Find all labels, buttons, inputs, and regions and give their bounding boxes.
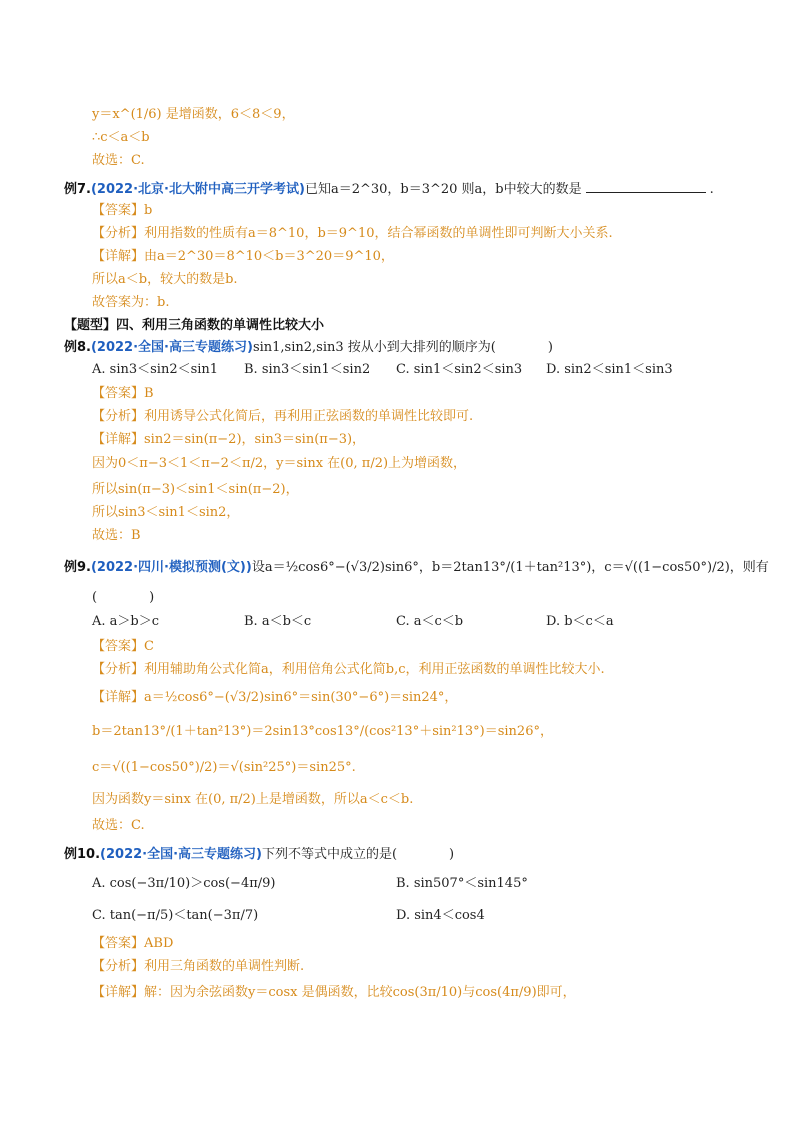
option-a: A. cos(−3π/10)＞cos(−4π/9) bbox=[92, 876, 276, 891]
analysis-line: 【分析】利用指数的性质有a＝8^10，b＝9^10，结合幂函数的单调性即可判断大小关系. bbox=[92, 226, 613, 241]
example-10-question bbox=[64, 847, 454, 863]
option-d: D. sin4＜cos4 bbox=[396, 908, 485, 923]
example-source: (2022·四川·模拟预测(文)) bbox=[90, 560, 252, 575]
answer-line: 【答案】B bbox=[92, 386, 154, 401]
detail-line: 【详解】由a＝2^30＝8^10＜b＝3^20＝9^10， bbox=[92, 249, 394, 264]
option-b: B. sin3＜sin1＜sin2 bbox=[244, 362, 371, 377]
solution-line: b＝2tan13°/(1＋tan²13°)＝2sin13°cos13°/(cos²13°＋sin²13°)＝sin26°， bbox=[92, 724, 553, 739]
solution-line: 因为0＜π−3＜1＜π−2＜π/2，y＝sinx 在(0, π/2)上为增函数， bbox=[92, 456, 467, 471]
answer-line: 【答案】b bbox=[92, 203, 153, 218]
option-c: C. tan(−π/5)＜tan(−3π/7) bbox=[92, 908, 259, 923]
question-text: 下列不等式中成立的是( ) bbox=[261, 847, 455, 862]
detail-line: 【详解】解：因为余弦函数y＝cosx 是偶函数，比较cos(3π/10)与cos(4π/9)即可， bbox=[92, 985, 576, 1000]
solution-line: 所以sin(π−3)＜sin1＜sin(π−2)， bbox=[92, 482, 299, 497]
option-c: C. sin1＜sin2＜sin3 bbox=[396, 362, 523, 377]
option-a: A. a＞b＞c bbox=[92, 614, 160, 629]
example-9-question bbox=[64, 560, 769, 576]
solution-line: 所以a＜b，较大的数是b. bbox=[92, 272, 238, 287]
option-d: D. b＜c＜a bbox=[546, 614, 614, 629]
solution-line: 故答案为：b. bbox=[92, 295, 170, 310]
question-text: 已知a＝2^30，b＝3^20 则a，b中较大的数是 bbox=[304, 182, 582, 197]
example-source: (2022·全国·高三专题练习) bbox=[90, 340, 253, 355]
analysis-line: 【分析】利用三角函数的单调性判断. bbox=[92, 959, 305, 974]
example-8-question bbox=[64, 340, 553, 356]
option-d: D. sin2＜sin1＜sin3 bbox=[546, 362, 673, 377]
option-c: C. a＜c＜b bbox=[396, 614, 464, 629]
example-source: (2022·北京·北大附中高三开学考试) bbox=[90, 182, 305, 197]
example-label: 例9. bbox=[64, 560, 91, 575]
example-label: 例10. bbox=[64, 847, 101, 862]
solution-line: 因为函数y＝sinx 在(0, π/2)上是增函数，所以a＜c＜b. bbox=[92, 792, 414, 807]
answer-blank bbox=[586, 180, 706, 193]
option-b: B. a＜b＜c bbox=[244, 614, 312, 629]
section-heading: 【题型】四、利用三角函数的单调性比较大小 bbox=[64, 318, 325, 333]
analysis-line: 【分析】利用辅助角公式化简a，利用倍角公式化简b,c，利用正弦函数的单调性比较大小. bbox=[92, 662, 605, 677]
answer-line: 【答案】C bbox=[92, 639, 154, 654]
example-label: 例8. bbox=[64, 340, 91, 355]
solution-line: 所以sin3＜sin1＜sin2， bbox=[92, 505, 240, 520]
detail-line: 【详解】sin2＝sin(π−2)，sin3＝sin(π−3)， bbox=[92, 432, 366, 447]
option-a: A. sin3＜sin2＜sin1 bbox=[92, 362, 219, 377]
analysis-line: 【分析】利用诱导公式化简后，再利用正弦函数的单调性比较即可. bbox=[92, 409, 474, 424]
option-b: B. sin507°＜sin145° bbox=[396, 876, 528, 891]
solution-line: c＝√((1−cos50°)/2)＝√(sin²25°)＝sin25°. bbox=[92, 760, 356, 775]
example-7-question bbox=[64, 180, 714, 198]
question-paren: ( ) bbox=[92, 590, 155, 605]
example-label: 例7. bbox=[64, 182, 91, 197]
question-text: 设a＝½cos6°−(√3/2)sin6°，b＝2tan13°/(1＋tan²13°)，c＝√((1−cos50°)/2)，则有 bbox=[251, 560, 769, 575]
answer-line: 【答案】ABD bbox=[92, 936, 174, 951]
solution-line: 故选：C. bbox=[92, 153, 145, 168]
question-text: sin1,sin2,sin3 按从小到大排列的顺序为( ) bbox=[252, 340, 553, 355]
detail-line: 【详解】a＝½cos6°−(√3/2)sin6°＝sin(30°−6°)＝sin24°， bbox=[92, 690, 458, 705]
solution-line: y＝x^(1/6) 是增函数，6＜8＜9， bbox=[92, 107, 295, 122]
solution-line: 故选：C. bbox=[92, 818, 145, 833]
solution-line: ∴c＜a＜b bbox=[92, 130, 150, 145]
question-end: . bbox=[709, 182, 714, 197]
example-source: (2022·全国·高三专题练习) bbox=[100, 847, 262, 862]
solution-line: 故选：B bbox=[92, 528, 141, 543]
